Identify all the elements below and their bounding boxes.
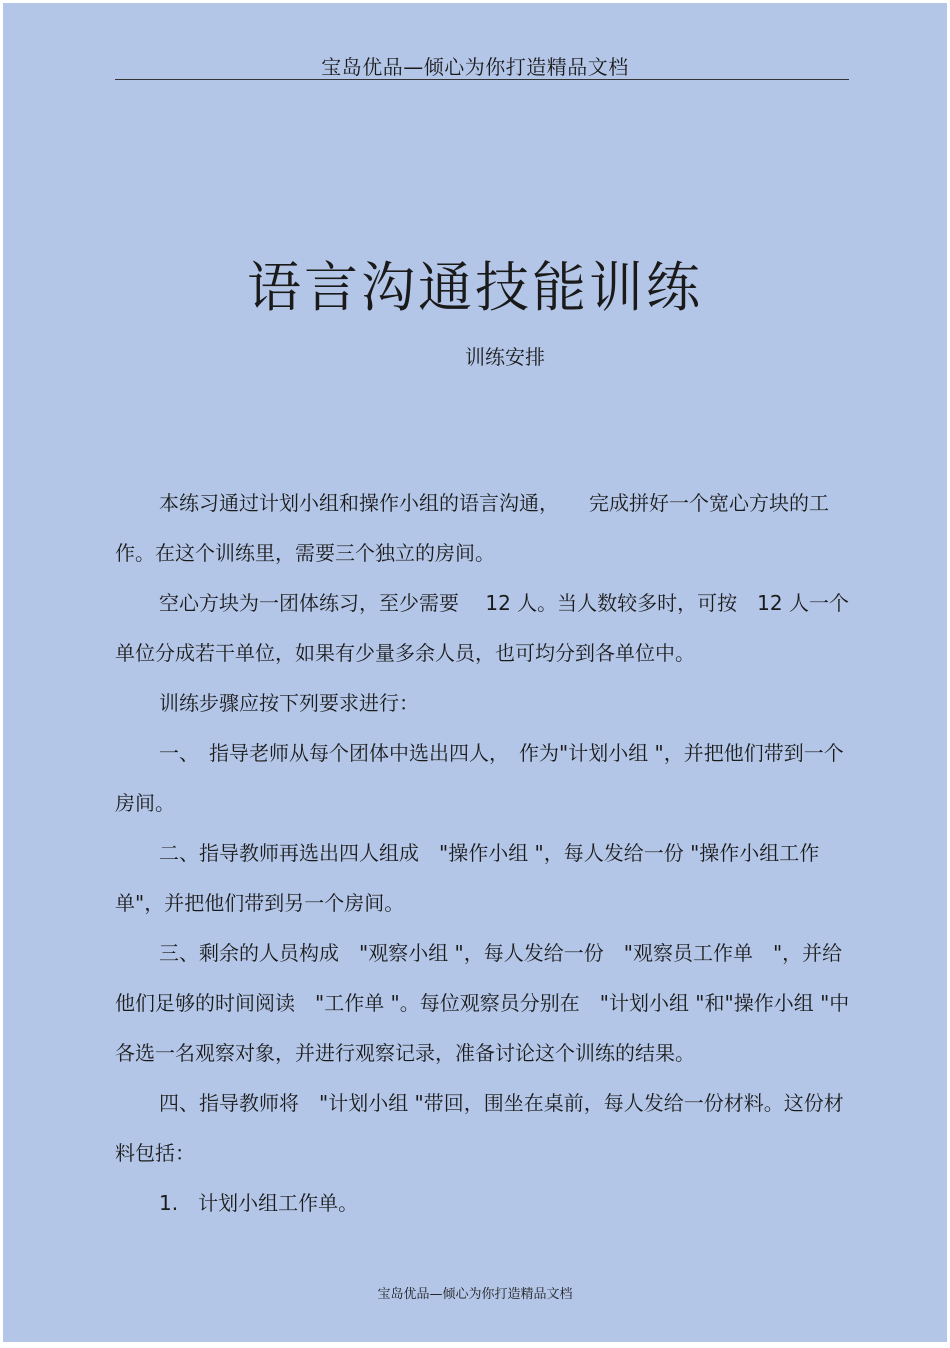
paragraph: 空心方块为一团体练习，至少需要 12 人。当人数较多时，可按 12 人一个单位分成若干单位，如果有少量多余人员，也可均分到各单位中。 xyxy=(115,591,849,665)
document-subtitle: 训练安排 xyxy=(465,345,545,369)
paragraph: 一、 指导老师从每个团体中选出四人， 作为"计划小组 "，并把他们带到一个房间。 xyxy=(115,741,844,815)
document-body xyxy=(115,478,851,1228)
paragraph: 四、指导教师将 "计划小组 "带回，围坐在桌前，每人发给一份材料。这份材料包括： xyxy=(115,1091,844,1165)
paragraph: 二、指导教师再选出四人组成 "操作小组 "，每人发给一份 "操作小组工作单"，并把他们带到另一个房间。 xyxy=(115,841,820,915)
document-title: 语言沟通技能训练 xyxy=(247,256,703,319)
page-header: 宝岛优品—倾心为你打造精品文档 xyxy=(321,55,629,79)
document-page xyxy=(3,3,947,1342)
page-footer: 宝岛优品—倾心为你打造精品文档 xyxy=(377,1287,573,1302)
header-divider xyxy=(115,79,849,80)
paragraph: 三、剩余的人员构成 "观察小组 "，每人发给一份 "观察员工作单 "，并给他们足够的时间阅读 "工作单 "。每位观察员分别在 "计划小组 "和"操作小组 "中各选一名观察对象，并进行观察记录，准备讨论这个训练的结果。 xyxy=(115,941,850,1065)
paragraph: 训练步骤应按下列要求进行： xyxy=(159,691,419,715)
paragraph: 本练习通过计划小组和操作小组的语言沟通， 完成拼好一个宽心方块的工作。在这个训练里，需要三个独立的房间。 xyxy=(115,491,829,565)
list-item: 1. 计划小组工作单。 xyxy=(159,1191,359,1215)
